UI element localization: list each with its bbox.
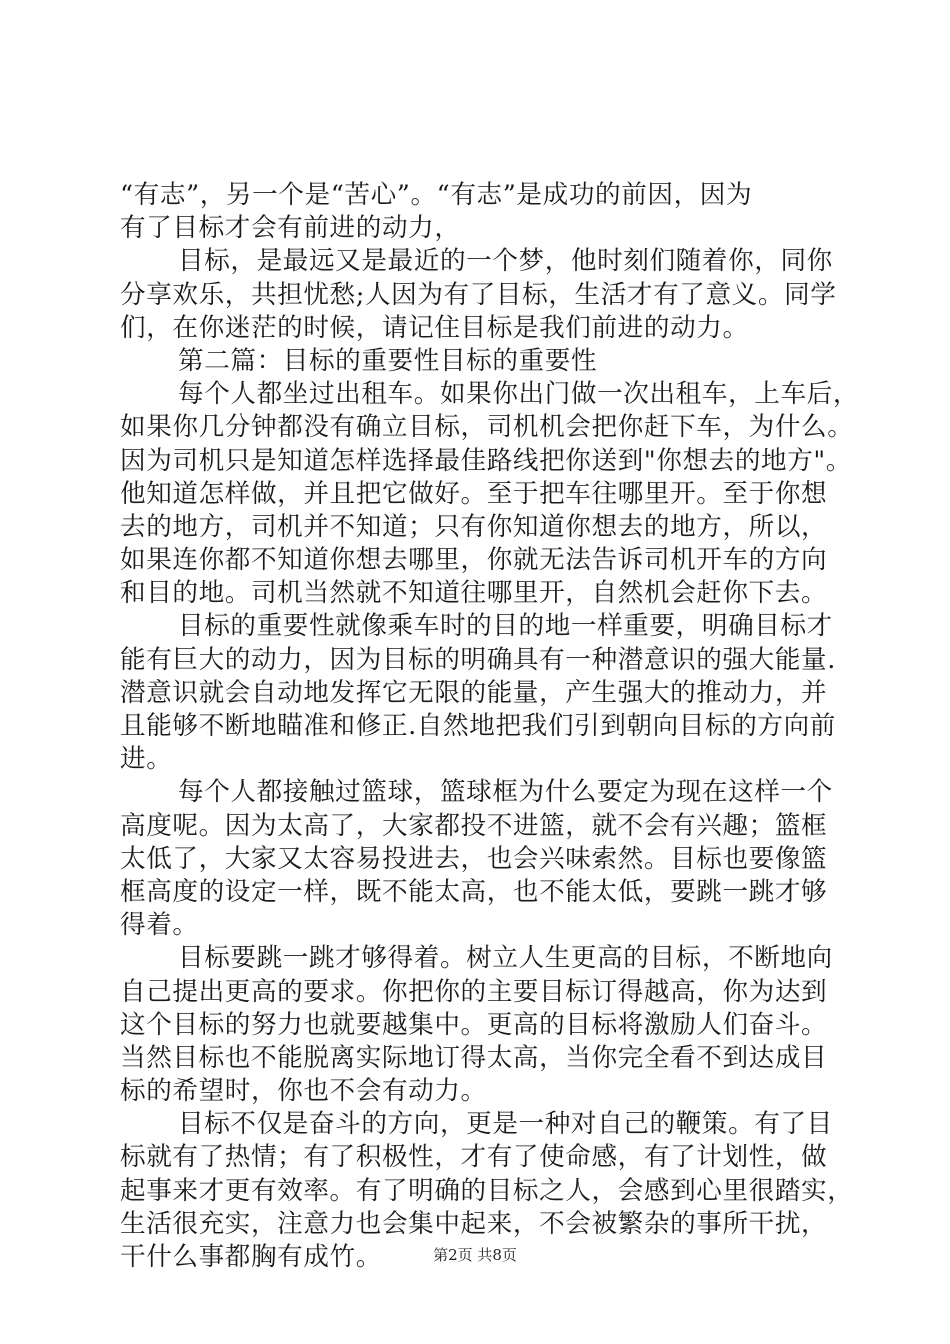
text-line: 们，在你迷茫的时候，请记住目标是我们前进的动力。	[120, 312, 749, 343]
text-line: 能有巨大的动力，因为目标的明确具有一种潜意识的强大能量.	[120, 644, 836, 675]
text-line: 得着。	[120, 910, 199, 941]
text-line: 且能够不断地瞄准和修正.自然地把我们引到朝向目标的方向前	[120, 711, 836, 741]
text-line: “有志”，另一个是“苦心”。“有志”是成功的前因，因为	[120, 180, 753, 210]
text-line: 干什么事都胸有成竹。	[120, 1242, 382, 1272]
text-line: 如果你几分钟都没有确立目标，司机机会把你赶下车，为什么。	[120, 412, 854, 443]
text-line: 目标不仅是奋斗的方向，更是一种对自己的鞭策。有了目	[178, 1109, 833, 1140]
text-line: 当然目标也不能脱离实际地订得太高，当你完全看不到达成目	[120, 1042, 828, 1073]
text-line: 目标，是最远又是最近的一个梦，他时刻们随着你，同你	[178, 246, 833, 277]
text-line: 去的地方，司机并不知道；只有你知道你想去的地方，所以，	[120, 511, 828, 542]
text-line: 目标的重要性就像乘车时的目的地一样重要，明确目标才	[178, 611, 833, 642]
text-line: 生活很充实，注意力也会集中起来，不会被繁杂的事所干扰，	[120, 1208, 828, 1239]
text-line: 太低了，大家又太容易投进去，也会兴味索然。目标也要像篮	[120, 843, 828, 874]
text-line: 高度呢。因为太高了，大家都投不进篮，就不会有兴趣；篮框	[120, 810, 828, 841]
text-line: 目标要跳一跳才够得着。树立人生更高的目标，不断地向	[178, 943, 833, 974]
text-line: 分享欢乐，共担忧愁;人因为有了目标，生活才有了意义。同学	[120, 279, 837, 310]
text-line: 标就有了热情；有了积极性，才有了使命感，有了计划性，做	[120, 1142, 828, 1173]
text-line: 有了目标才会有前进的动力，	[120, 213, 461, 244]
document-body	[120, 179, 860, 1274]
text-line: 他知道怎样做，并且把它做好。至于把车往哪里开。至于你想	[120, 478, 828, 509]
text-line: 框高度的设定一样，既不能太高，也不能太低，要跳一跳才够	[120, 876, 828, 907]
text-line: 自己提出更高的要求。你把你的主要目标订得越高，你为达到	[120, 976, 828, 1007]
text-line: 因为司机只是知道怎样选择最佳路线把你送到"你想去的地方"。	[120, 445, 852, 476]
text-line: 这个目标的努力也就要越集中。更高的目标将激励人们奋斗。	[120, 1009, 828, 1040]
text-line: 如果连你都不知道你想去哪里，你就无法告诉司机开车的方向	[120, 545, 828, 576]
text-line: 进。	[120, 744, 173, 775]
text-line: 每个人都坐过出租车。如果你出门做一次出租车，上车后，	[178, 379, 860, 410]
text-line: 标的希望时，你也不会有动力。	[120, 1076, 487, 1107]
text-line: 潜意识就会自动地发挥它无限的能量，产生强大的推动力，并	[120, 677, 828, 708]
text-line: 起事来才更有效率。有了明确的目标之人，会感到心里很踏实，	[120, 1175, 854, 1206]
text-line: 每个人都接触过篮球，篮球框为什么要定为现在这样一个	[178, 777, 833, 808]
page-footer: 第2页 共8页	[433, 1246, 517, 1264]
text-line: 第二篇：目标的重要性目标的重要性	[178, 345, 598, 376]
text-line: 和目的地。司机当然就不知道往哪里开，自然机会赶你下去。	[120, 578, 828, 609]
